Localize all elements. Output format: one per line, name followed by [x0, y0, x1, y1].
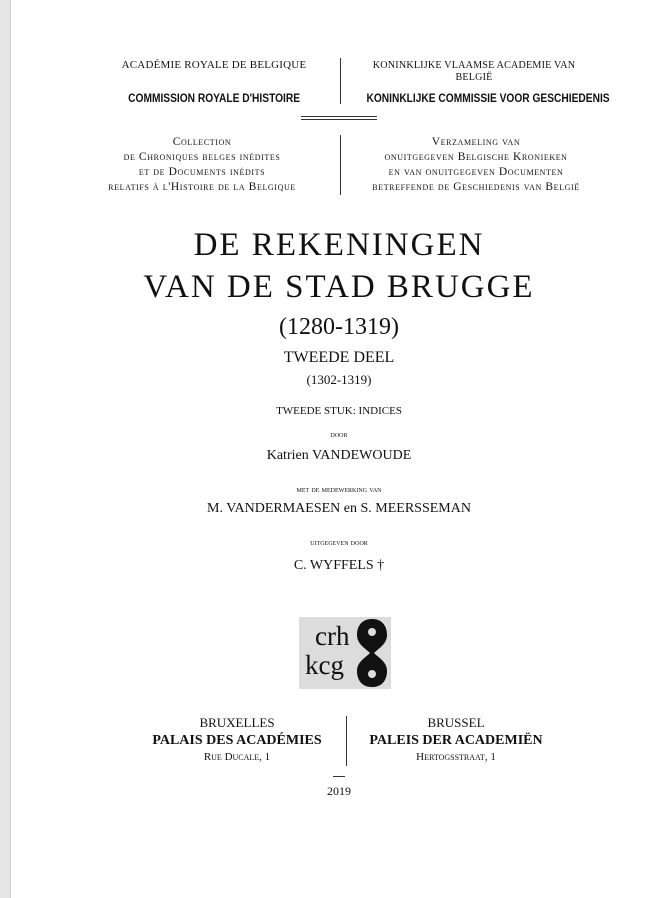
footer-city-fr: BRUXELLES [199, 715, 275, 730]
publication-year: 2019 [327, 784, 351, 798]
title-line-1: DE REKENINGEN [193, 227, 485, 263]
commission-fr-label: COMMISSION ROYALE D'HISTOIRE [128, 91, 300, 105]
part-label: TWEEDE DEEL [283, 349, 395, 366]
collection-nl-line: onuitgegeven Belgische Kronieken [384, 151, 568, 163]
collection-nl [345, 135, 607, 195]
collection-fr-line: relatifs à l'Histoire de la Belgique [108, 181, 296, 193]
logo-text-bottom: kcg [305, 650, 344, 680]
crh-kcg-logo [299, 617, 391, 689]
academy-nl: KONINKLIJKE VLAAMSE ACADEMIE VAN BELGIË [372, 59, 576, 83]
header-divider [340, 58, 341, 104]
collection-fr [67, 135, 337, 195]
footer-divider [346, 716, 347, 766]
logo-text-top: crh [315, 621, 350, 651]
commission-nl-label: KONINKLIJKE COMMISSIE VOOR GESCHIEDENIS [366, 91, 610, 105]
academy-fr: ACADÉMIE ROYALE DE BELGIQUE [121, 59, 307, 71]
footer-street-nl: Hertogsstraat, 1 [416, 751, 496, 763]
year-dash [333, 776, 345, 777]
title-line-2: VAN DE STAD BRUGGE [143, 269, 535, 305]
logo-hourglass-icon [353, 617, 391, 689]
footer-city-nl: BRUSSEL [427, 715, 485, 730]
part-years: (1302-1319) [306, 372, 372, 387]
collection-fr-line: Collection [172, 136, 232, 148]
rule-bottom [301, 119, 377, 120]
commission-nl [345, 89, 610, 107]
title-page [10, 0, 656, 898]
footer-place-nl: PALEIS DER ACADEMIËN [369, 733, 543, 748]
published-label: uitgegeven door [310, 537, 368, 547]
cooperators: M. VANDERMAESEN en S. MEERSSEMAN [207, 501, 471, 516]
rule-top [301, 116, 377, 117]
collection-nl-line: Verzameling van [431, 136, 521, 148]
title-years: (1280-1319) [279, 314, 399, 340]
collection-fr-line: de Chroniques belges inédites [123, 151, 281, 163]
collection-fr-line: et de Documents inédits [138, 166, 266, 178]
collection-nl-line: en van onuitgegeven Documenten [388, 166, 564, 178]
author: Katrien VANDEWOUDE [266, 448, 412, 463]
footer-street-fr: Rue Ducale, 1 [203, 751, 271, 763]
footer-place-fr: PALAIS DES ACADÉMIES [152, 733, 322, 748]
collection-divider [340, 135, 341, 195]
door-label: door [330, 429, 348, 439]
piece-label: TWEEDE STUK: INDICES [276, 405, 402, 417]
cooperation-label: met de medewerking van [296, 484, 382, 494]
publisher: C. WYFFELS † [293, 558, 385, 573]
commission-fr [91, 89, 337, 107]
collection-nl-line: betreffende de Geschiedenis van België [372, 181, 580, 193]
